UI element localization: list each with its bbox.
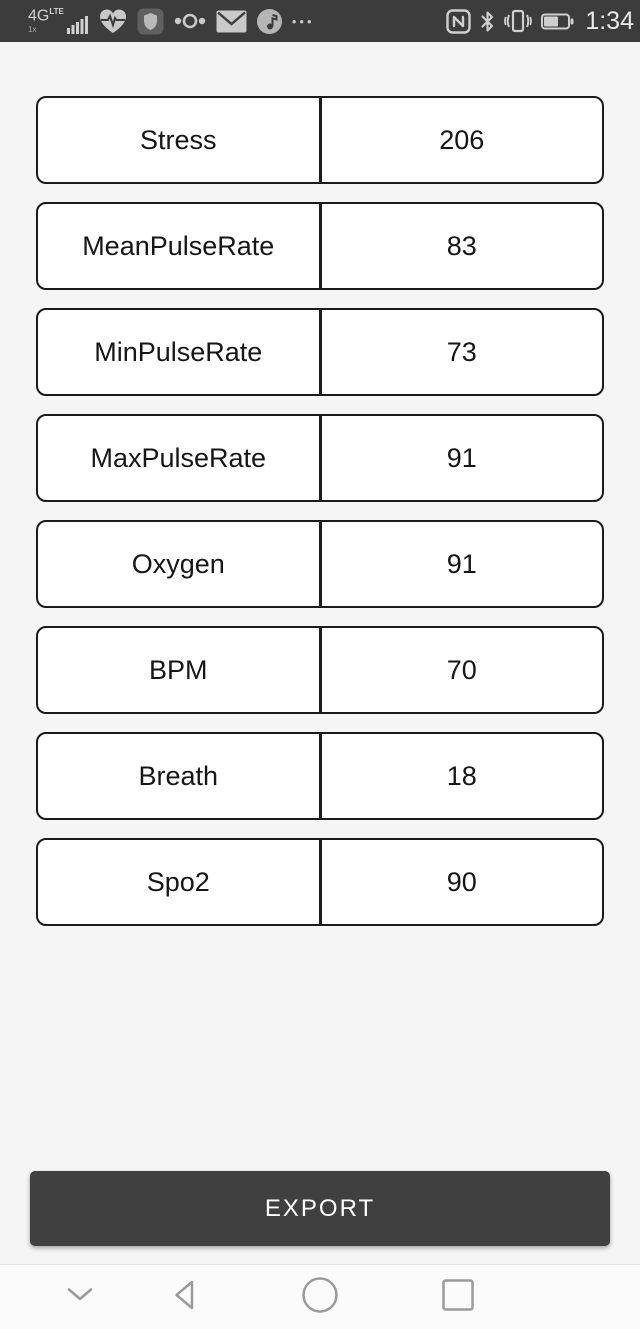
home-circle-icon [301,1276,339,1319]
metric-label: Oxygen [131,548,225,579]
metric-value: 91 [319,522,603,606]
metric-label: Breath [138,760,219,791]
export-button[interactable]: EXPORT [30,1171,610,1246]
metric-label: MaxPulseRate [90,442,267,473]
home-button[interactable] [292,1269,348,1325]
mail-icon [216,10,247,33]
metric-row [36,732,604,820]
metric-label: MinPulseRate [94,336,263,367]
heart-health-icon [98,8,128,35]
metric-value: 206 [319,98,603,182]
metric-row [36,96,604,184]
metric-label: Stress [139,124,217,155]
metric-row [36,414,604,502]
metric-value: 83 [319,204,603,288]
network-sub: 1x [28,24,37,34]
shield-badge-icon [137,8,164,35]
battery-icon [541,12,574,31]
status-bar-left [28,8,315,35]
recents-square-icon [441,1278,475,1317]
metric-row [36,626,604,714]
metric-row [36,838,604,926]
metric-value: 90 [319,840,603,924]
metric-value: 70 [319,628,603,712]
metric-row [36,520,604,608]
metric-row [36,202,604,290]
status-time: 1:34 [585,6,634,35]
music-icon [256,8,283,35]
main-content [0,42,640,944]
metric-value: 73 [319,310,603,394]
back-button[interactable] [156,1269,212,1325]
metrics-list [0,42,640,926]
metric-label: Spo2 [146,866,210,897]
navigation-bar [0,1264,640,1329]
network-type: 4G [28,7,50,25]
signal-bars-icon [67,15,89,34]
back-triangle-icon [172,1279,196,1316]
network-tech: LTE [49,7,64,17]
recents-button[interactable] [430,1269,486,1325]
hide-navbar-button[interactable] [52,1269,108,1325]
bluetooth-icon [480,10,495,33]
vibrate-icon [504,9,532,33]
network-indicator [28,8,89,33]
status-bar [0,0,640,42]
metric-label: MeanPulseRate [82,230,275,261]
linked-circles-icon [173,12,207,30]
nfc-icon [446,9,471,34]
chevron-down-icon [67,1287,93,1307]
metric-label: BPM [148,654,208,685]
metric-value: 91 [319,416,603,500]
more-dots-icon: ••• [291,13,315,29]
metric-value: 18 [319,734,603,818]
metric-row [36,308,604,396]
status-bar-right [446,7,634,36]
